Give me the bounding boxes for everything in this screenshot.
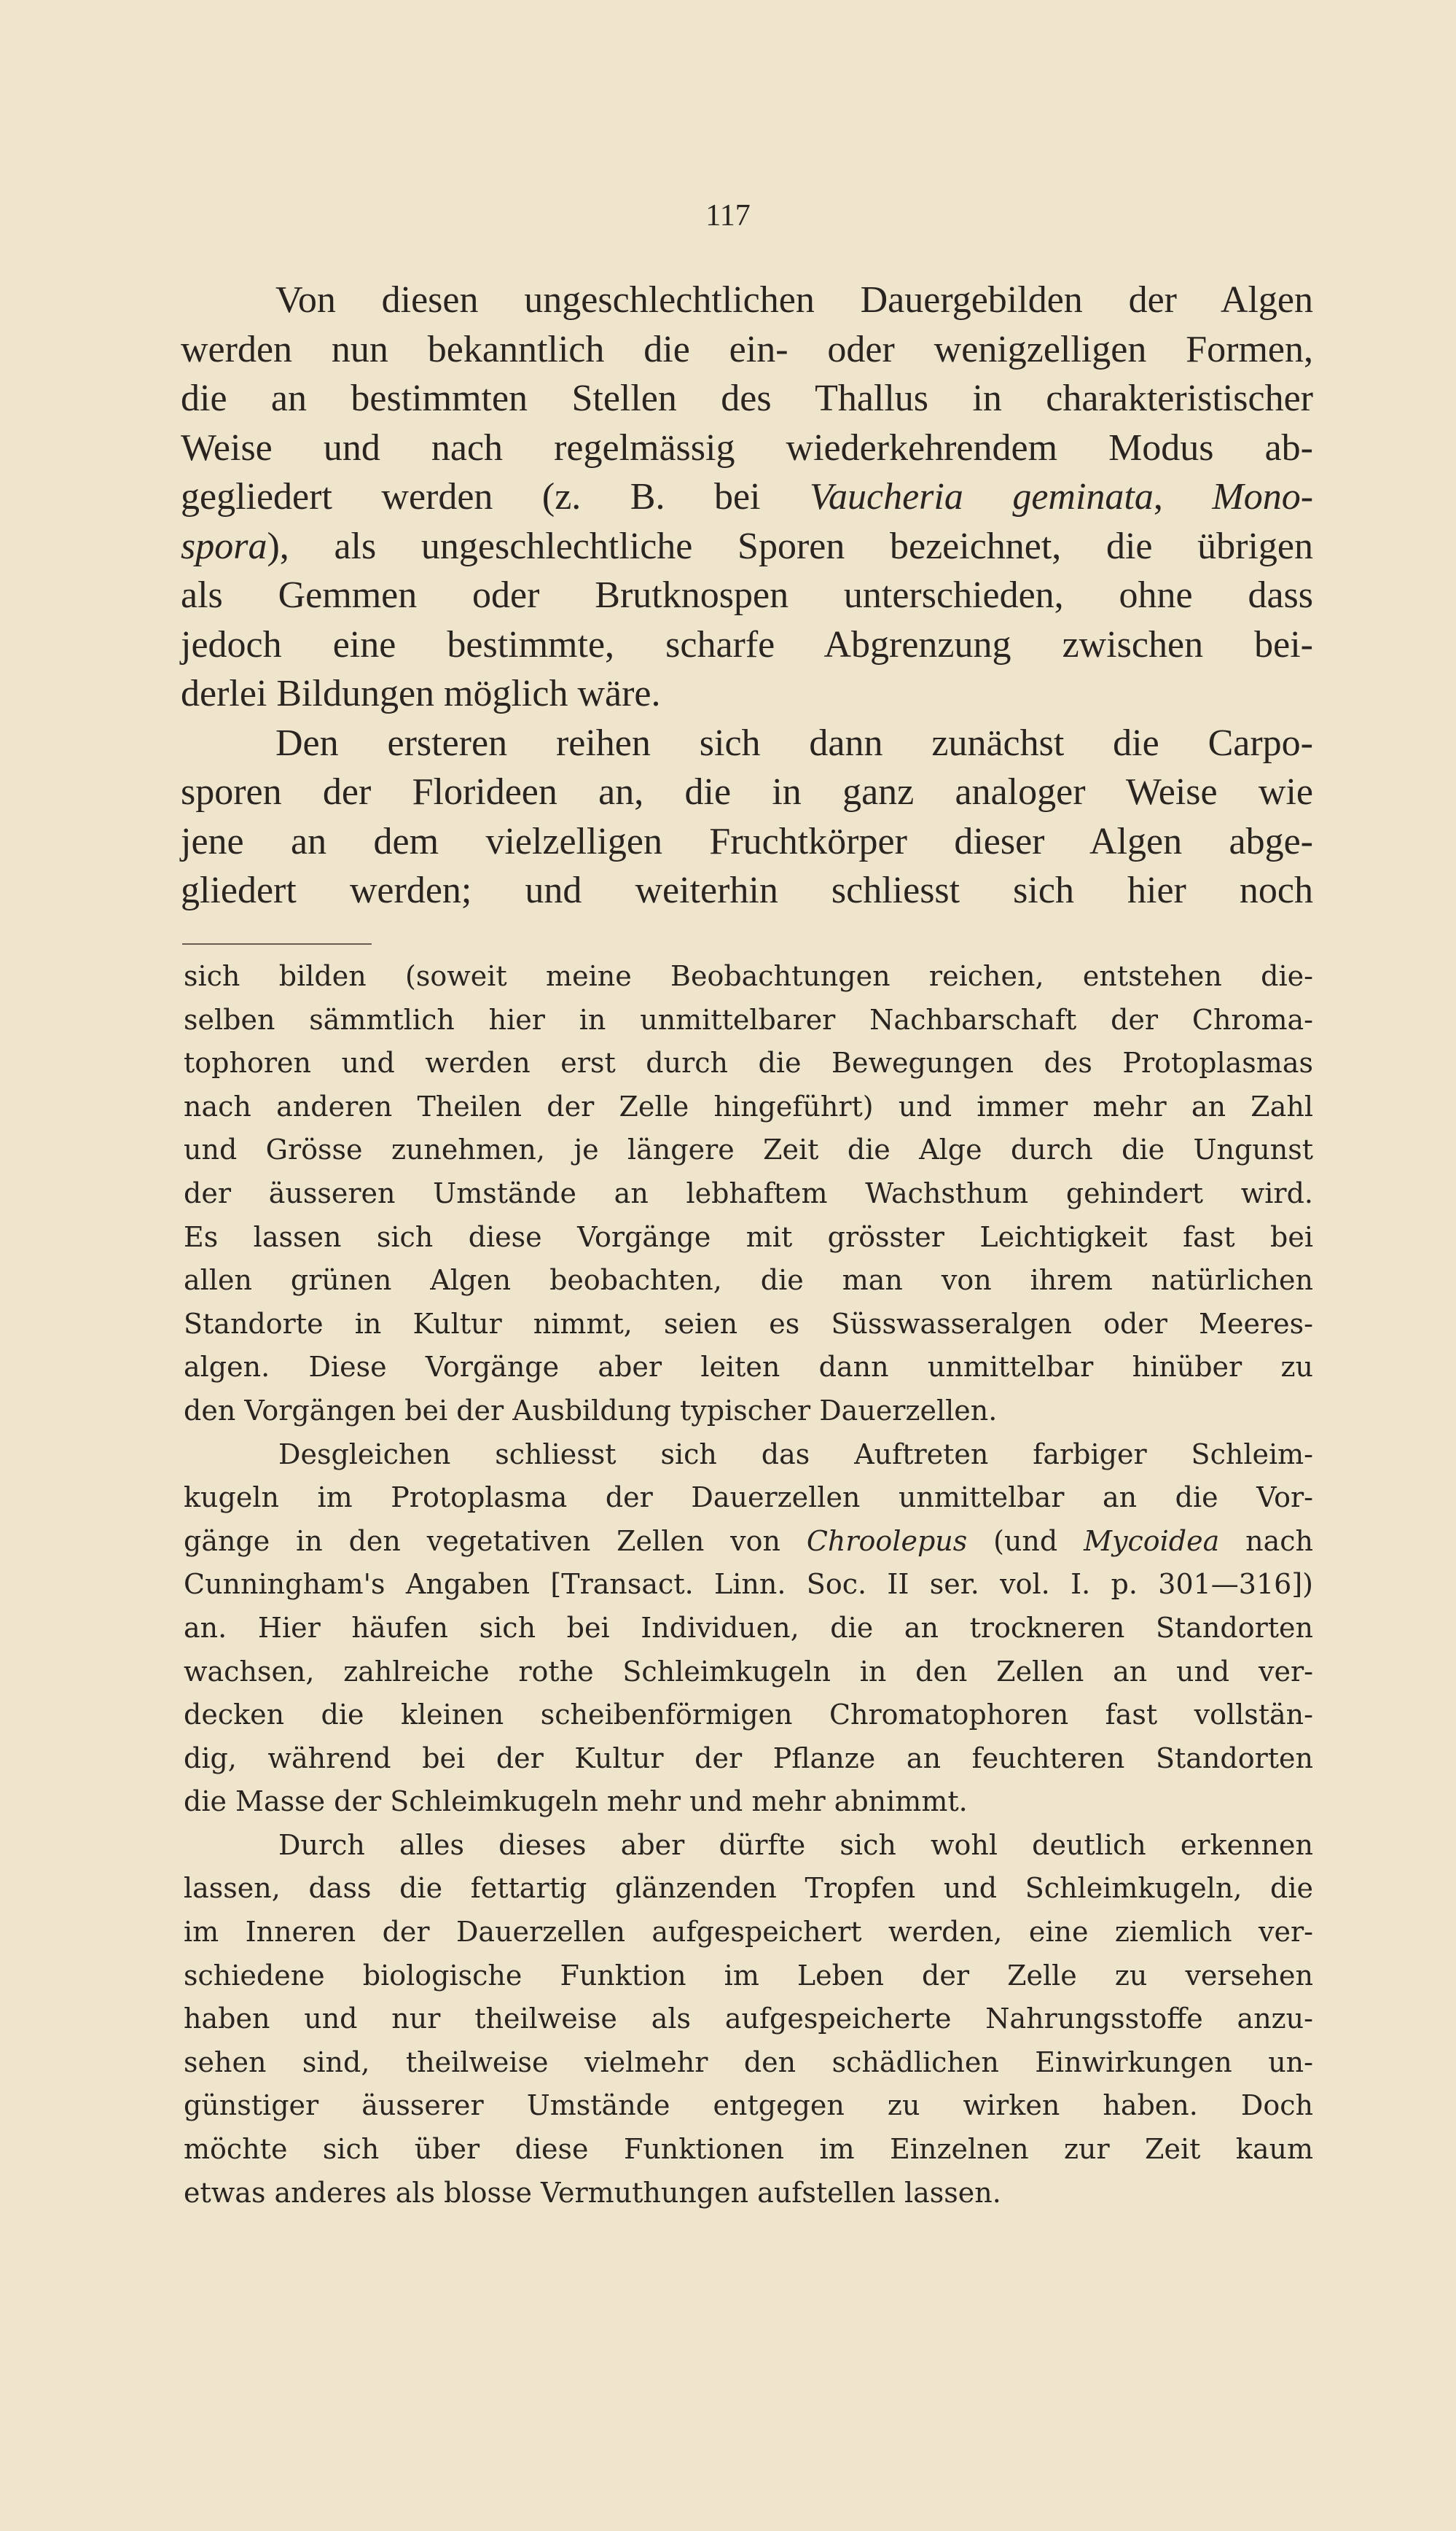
footnote-line: an. Hier häufen sich bei Individuen, die an trockneren Standorten: [184, 1611, 1313, 1644]
footnote-line: die Masse der Schleimkugeln mehr und mehr abnimmt.: [184, 1785, 968, 1818]
footnote-line: tophoren und werden erst durch die Bewegungen des Protoplasmas: [184, 1047, 1313, 1080]
body-line: als Gemmen oder Brutknospen unterschieden, ohne dass: [181, 574, 1313, 616]
footnote-line: kugeln im Protoplasma der Dauerzellen unmittelbar an die Vor-: [184, 1481, 1313, 1514]
footnote-line: möchte sich über diese Funktionen im Einzelnen zur Zeit kaum: [184, 2133, 1313, 2166]
footnote-line: nach anderen Theilen der Zelle hingeführt) und immer mehr an Zahl: [184, 1090, 1313, 1123]
footnote-line: günstiger äusserer Umstände entgegen zu wirken haben. Doch: [184, 2089, 1313, 2122]
footnote-line: allen grünen Algen beobachten, die man von ihrem natürlichen: [184, 1264, 1313, 1297]
footnote-line: wachsen, zahlreiche rothe Schleimkugeln in den Zellen an und ver-: [184, 1655, 1313, 1688]
footnote-line: Cunningham's Angaben [Transact. Linn. Soc. II ser. vol. I. p. 301—316]): [184, 1568, 1313, 1601]
footnote-line: lassen, dass die fettartig glänzenden Tropfen und Schleimkugeln, die: [184, 1872, 1313, 1905]
line-fragment: nach: [1219, 1524, 1313, 1557]
line-fragment: ,: [1153, 476, 1213, 518]
footnote-line: [184, 1520, 1313, 1564]
footnote-line: Es lassen sich diese Vorgänge mit grösster Leichtigkeit fast bei: [184, 1220, 1313, 1253]
footnote-line: schiedene biologische Funktion im Leben der Zelle zu versehen: [184, 1959, 1313, 1992]
footnote-line: der äusseren Umstände an lebhaftem Wachsthum gehindert wird.: [184, 1177, 1313, 1209]
body-line: sporen der Florideen an, die in ganz analoger Weise wie: [181, 771, 1313, 813]
body-line: die an bestimmten Stellen des Thallus in charakteristischer: [181, 378, 1313, 419]
footnote-line: den Vorgängen bei der Ausbildung typischer Dauerzellen.: [184, 1394, 998, 1427]
footnote-divider: [182, 943, 372, 945]
italic-term: spora: [181, 525, 267, 567]
italic-term: Mono-: [1212, 476, 1314, 518]
page-number: 117: [705, 199, 751, 233]
italic-term: Chroolepus: [806, 1524, 968, 1557]
italic-term: Mycoidea: [1084, 1524, 1220, 1557]
footnote-block: [184, 955, 1313, 2215]
line-fragment: gänge in den vegetativen Zellen von: [184, 1524, 807, 1557]
body-line: werden nun bekanntlich die ein- oder wenigzelligen Formen,: [181, 328, 1313, 370]
body-line: [181, 522, 1313, 572]
footnote-line: haben und nur theilweise als aufgespeicherte Nahrungsstoffe anzu-: [184, 2002, 1313, 2035]
footnote-line: im Inneren der Dauerzellen aufgespeichert werden, eine ziemlich ver-: [184, 1916, 1313, 1949]
body-line: Von diesen ungeschlechtlichen Dauergebilden der Algen: [275, 279, 1313, 321]
footnote-line: algen. Diese Vorgänge aber leiten dann unmittelbar hinüber zu: [184, 1351, 1313, 1384]
body-line: gliedert werden; und weiterhin schliesst sich hier noch: [181, 870, 1313, 911]
footnote-line: decken die kleinen scheibenförmigen Chromatophoren fast vollstän-: [184, 1699, 1313, 1731]
body-line: jene an dem vielzelligen Fruchtkörper dieser Algen abge-: [181, 820, 1313, 862]
main-text-block: [181, 276, 1313, 916]
body-line: derlei Bildungen möglich wäre.: [181, 673, 661, 714]
line-fragment: ), als ungeschlechtliche Sporen bezeichnet, die übrigen: [267, 525, 1313, 567]
footnote-line: sehen sind, theilweise vielmehr den schädlichen Einwirkungen un-: [184, 2046, 1313, 2078]
italic-term: Vaucheria geminata: [810, 476, 1154, 518]
body-line: Den ersteren reihen sich dann zunächst die Carpo-: [275, 722, 1313, 764]
footnote-line: Desgleichen schliesst sich das Auftreten farbiger Schleim-: [278, 1438, 1313, 1470]
line-fragment: (und: [967, 1524, 1084, 1557]
footnote-line: etwas anderes als blosse Vermuthungen aufstellen lassen.: [184, 2176, 1001, 2209]
body-line: Weise und nach regelmässig wiederkehrendem Modus ab-: [181, 426, 1313, 469]
body-line: jedoch eine bestimmte, scharfe Abgrenzung zwischen bei-: [181, 623, 1313, 666]
footnote-line: dig, während bei der Kultur der Pflanze an feuchteren Standorten: [184, 1742, 1313, 1774]
footnote-line: selben sämmtlich hier in unmittelbarer Nachbarschaft der Chroma-: [184, 1003, 1313, 1036]
line-fragment: gegliedert werden (z. B. bei: [181, 476, 810, 518]
footnote-line: Durch alles dieses aber dürfte sich wohl deutlich erkennen: [278, 1828, 1313, 1861]
body-line: [181, 472, 1313, 522]
footnote-line: Standorte in Kultur nimmt, seien es Süsswasseralgen oder Meeres-: [184, 1307, 1313, 1340]
footnote-line: und Grösse zunehmen, je längere Zeit die Alge durch die Ungunst: [184, 1134, 1313, 1166]
footnote-line: sich bilden (soweit meine Beobachtungen reichen, entstehen die-: [184, 960, 1313, 992]
